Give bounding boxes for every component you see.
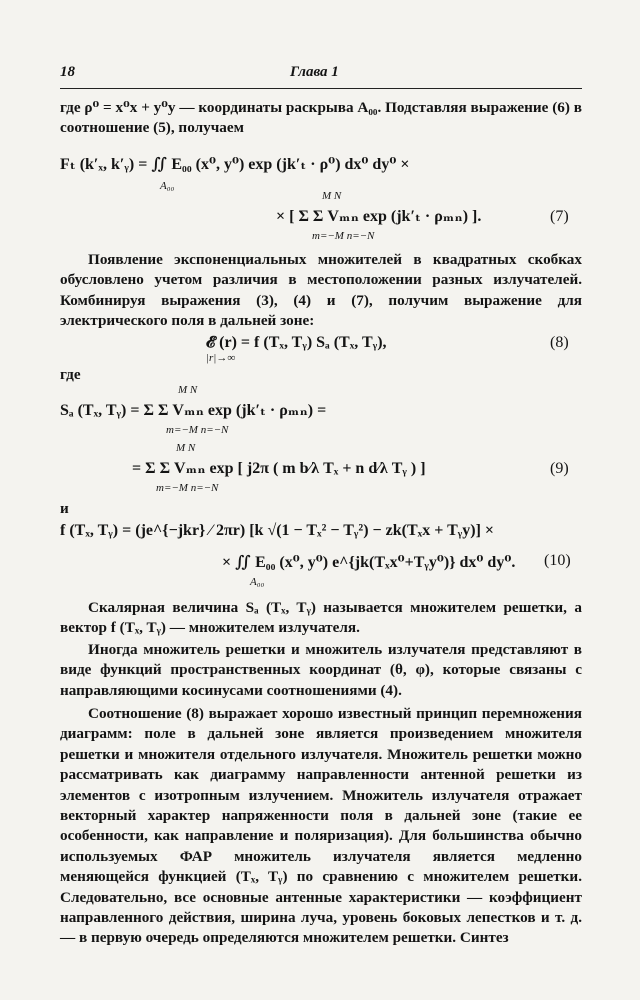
equation-7-line-1: Fₜ (k′ₓ, k′ᵧ) = ∬ E₀₀ (x⁰, y⁰) exp (jk′ₜ · ρ⁰) dx⁰ dy⁰ ×	[60, 156, 410, 173]
page-number: 18	[60, 64, 75, 80]
equation-7-line-2: × [ Σ Σ Vₘₙ exp (jk′ₜ · ρₘₙ) ].	[276, 208, 482, 225]
equation-10-integral-domain: A₀₀	[250, 576, 265, 588]
word-and: и	[60, 500, 69, 517]
equation-7-number: (7)	[550, 208, 569, 225]
equation-7-lower-limits: m=−M n=−N	[312, 230, 375, 242]
word-where: где	[60, 366, 81, 383]
equation-9-number: (9)	[550, 460, 569, 477]
equation-8-limit: |r|→∞	[206, 352, 236, 364]
scalar-quantity-paragraph: Скалярная величина Sₐ (Tₓ, Tᵧ) называется множителем решетки, а вектор f (Tₓ, Tᵧ) — множителем излучателя.	[60, 599, 582, 637]
pattern-multiplication-paragraph: Соотношение (8) выражает хорошо известный принцип перемножения диаграмм: поле в дальней зоне является произведением множителя решетки и множителя отдельного излучателя. Множитель решетки можно рассматривать как диаграмму направленности антенной решетки из элементов с изотропным излучением. Множитель излучателя отражает векторный характер напряженности поля в дальней зоне (такие ее особенности, как направление и поляризация). Для большинства обычно используемых ФАР множитель излучателя является медленно меняющейся функцией (Tₓ, Tᵧ) по сравнению с множителем решетки. Следовательно, все основные антенные характеристики — коэффициент направленного действия, ширина луча, уровень боковых лепестков и т. д. — в первую очередь определяются множителем решетки. Синтез	[60, 705, 582, 947]
representation-paragraph: Иногда множитель решетки и множитель излучателя представляют в виде функций пространственных координат (θ, φ), которые связаны с направляющими косинусами соотношениями (4).	[60, 641, 582, 699]
equation-7-integral-domain: A₀₀	[160, 180, 175, 192]
equation-9-line-1: Sₐ (Tₓ, Tᵧ) = Σ Σ Vₘₙ exp (jk′ₜ · ρₘₙ) =	[60, 402, 327, 419]
equation-10-line-1: f (Tₓ, Tᵧ) = (je^{−jkr} ⁄ 2πr) [k √(1 − Tₓ² − Tᵧ²) − zk(Tₓx + Tᵧy)] ×	[60, 522, 495, 539]
equation-9-upper-limits-1: M N	[178, 384, 198, 396]
equation-10-line-2: × ∬ E₀₀ (x⁰, y⁰) e^{jk(Tₓx⁰+Tᵧy⁰)} dx⁰ dy⁰.	[222, 554, 516, 571]
equation-9-lower-limits-1: m=−M n=−N	[166, 424, 229, 436]
exponential-factors-paragraph: Появление экспоненциальных множителей в квадратных скобках обусловлено учетом различия в местоположении разных излучателей. Комбинируя выражения (3), (4) и (7), получим выражение для электрического поля в дальней зоне:	[60, 251, 582, 330]
intro-paragraph: где ρ⁰ = x⁰x + y⁰y — координаты раскрыва A₀₀. Подставляя выражение (6) в соотношение (5), получаем	[60, 99, 582, 137]
equation-8-number: (8)	[550, 334, 569, 351]
equation-9-line-2: = Σ Σ Vₘₙ exp [ j2π ( m b⁄λ Tₓ + n d⁄λ Tᵧ ) ]	[132, 460, 426, 477]
equation-8: 𝓔 (r) = f (Tₓ, Tᵧ) Sₐ (Tₓ, Tᵧ),	[206, 334, 387, 351]
chapter-title: Глава 1	[290, 64, 339, 80]
equation-7-upper-limits: M N	[322, 190, 342, 202]
equation-10-number: (10)	[544, 552, 571, 569]
header-rule	[60, 88, 582, 89]
equation-9-upper-limits-2: M N	[176, 442, 196, 454]
equation-9-lower-limits-2: m=−M n=−N	[156, 482, 219, 494]
